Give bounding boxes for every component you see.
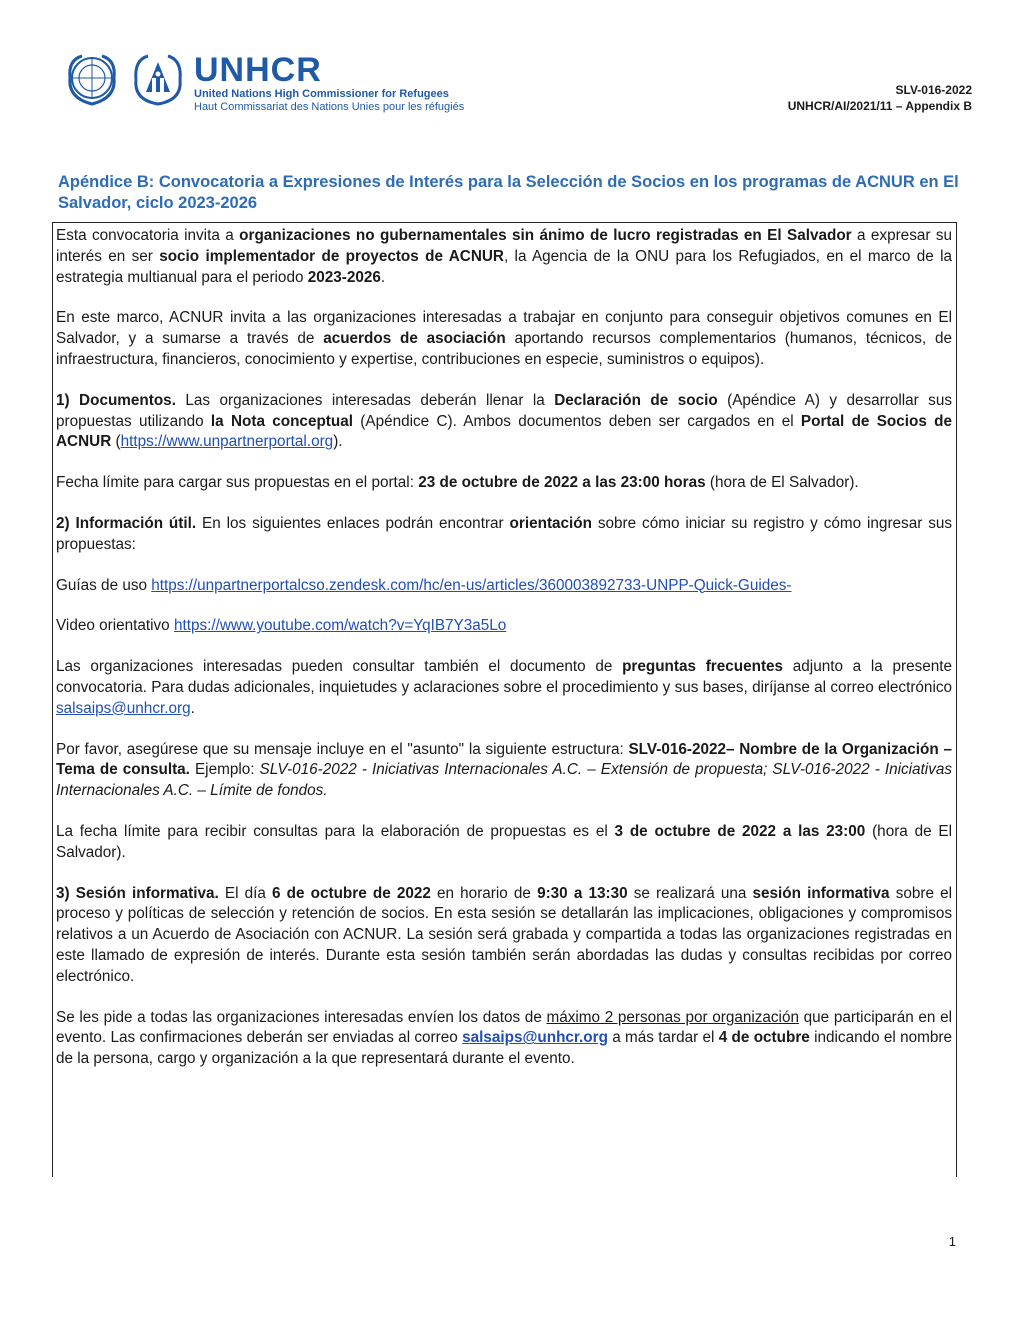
un-emblem-icon bbox=[62, 48, 122, 108]
deadline-paragraph bbox=[56, 473, 952, 494]
email-link-registration[interactable]: salsaips@unhcr.org bbox=[462, 1029, 608, 1047]
bold-text: sesión informativa bbox=[752, 884, 890, 902]
org-name-en: United Nations High Commissioner for Refugees bbox=[194, 88, 449, 100]
text: Las organizaciones interesadas pueden consultar también el documento de bbox=[56, 658, 623, 676]
text: La fecha límite para recibir consultas para la elaboración de propuestas es el bbox=[56, 822, 615, 840]
text: en horario de bbox=[430, 884, 538, 902]
bold-text: preguntas frecuentes bbox=[622, 658, 784, 676]
faq-paragraph bbox=[56, 657, 952, 719]
useful-info-paragraph bbox=[56, 514, 952, 556]
session-paragraph bbox=[56, 884, 952, 988]
guides-link[interactable]: https://unpartnerportalcso.zendesk.com/hc/en-us/articles/360003892733-UNPP-Quick-Guides- bbox=[151, 576, 792, 594]
text: Fecha límite para cargar sus propuestas en el portal: bbox=[56, 474, 419, 492]
bold-text: 9:30 a 13:30 bbox=[537, 884, 628, 902]
text: sobre el proceso y políticas de selección y retención de socios. En esta sesión se detallarán las implicaciones, obligaciones y compromisos relativos a un Acuerdo de Asociación con ACNUR. La sesión será grabada y compartida a todas las organizaciones registradas en este llamado de expresión de interés. Durante esta sesión también serán abordadas las dudas y consultas recibidas por correo electrónico. bbox=[56, 884, 953, 985]
text: aportando recursos complementarios (humanos, técnicos, de infraestructura, financieros, conocimiento y expertise, contribuciones en especie, suministros o equipos). bbox=[56, 330, 952, 368]
page-title: Apéndice B: Convocatoria a Expresiones de Interés para la Selección de Socios en los programas de ACNUR en El Salvador, ciclo 2023-2026 bbox=[58, 173, 959, 212]
text: . bbox=[380, 268, 386, 286]
text: a más tardar el bbox=[607, 1029, 719, 1047]
text: En los siguientes enlaces podrán encontrar bbox=[196, 514, 510, 532]
text: (Apéndice A) y desarrollar sus propuestas utilizando bbox=[56, 391, 952, 430]
text: Las organizaciones interesadas deberán llenar la bbox=[175, 391, 555, 409]
text: sobre cómo iniciar su registro y cómo ingresar sus propuestas: bbox=[56, 514, 952, 553]
bold-text: 3 de octubre de 2022 a las 23:00 bbox=[614, 822, 866, 840]
bold-text: organizaciones no gubernamentales sin ánimo de lucro registradas en El Salvador bbox=[239, 227, 852, 244]
text: , la Agencia de la ONU para los Refugiados, en el marco de la estrategia multianual para el periodo bbox=[56, 247, 953, 286]
page-number: 1 bbox=[948, 1234, 956, 1249]
intro-paragraph bbox=[56, 226, 952, 288]
text: Se les pide a todas las organizaciones interesadas envíen los datos de bbox=[56, 1008, 547, 1026]
org-name-fr: Haut Commissariat des Nations Unies pour les réfugiés bbox=[194, 101, 465, 113]
framework-paragraph bbox=[56, 308, 952, 370]
bold-text: SLV-016-2022– Nombre de la Organización – Tema de consulta. bbox=[56, 740, 952, 779]
bold-text: 2023-2026 bbox=[307, 268, 381, 286]
text: ( bbox=[111, 433, 121, 451]
video-link[interactable]: https://www.youtube.com/watch?v=YqIB7Y3a5Lo bbox=[173, 617, 507, 635]
bold-text: 6 de octubre de 2022 bbox=[272, 884, 431, 902]
text: a expresar su interés en ser bbox=[56, 227, 952, 265]
logo-group bbox=[62, 48, 188, 108]
unhcr-family-icon bbox=[128, 48, 188, 108]
subject-paragraph bbox=[56, 740, 952, 802]
text: ). bbox=[333, 433, 343, 451]
bold-text: la Nota conceptual bbox=[210, 412, 353, 430]
brand-block bbox=[194, 52, 464, 114]
text: En este marco, ACNUR invita a las organizaciones interesadas a trabajar en conjunto para conseguir objetivos comunes en El Salvador, y a sumarse a través de bbox=[56, 309, 952, 348]
document-reference bbox=[788, 82, 972, 114]
bold-text: Portal de Socios de ACNUR bbox=[56, 412, 953, 451]
text: indicando el nombre de la persona, cargo y organización a la que representará durante el evento. bbox=[56, 1029, 952, 1068]
video-paragraph bbox=[56, 616, 952, 637]
text: que participarán en el evento. Las confirmaciones deberán ser enviadas al correo bbox=[56, 1008, 952, 1047]
guides-paragraph bbox=[56, 576, 952, 597]
text: Video orientativo bbox=[56, 617, 174, 635]
documents-paragraph bbox=[56, 391, 952, 453]
registration-paragraph bbox=[56, 1008, 952, 1070]
bold-text: socio implementador de proyectos de ACNUR bbox=[159, 247, 504, 265]
text: se realizará una bbox=[627, 884, 753, 902]
partner-portal-link[interactable]: https://www.unpartnerportal.org bbox=[120, 433, 334, 451]
bold-text: 23 de octubre de 2022 a las 23:00 horas bbox=[418, 474, 706, 492]
section-heading: 3) Sesión informativa. bbox=[56, 884, 219, 902]
text: Guías de uso bbox=[56, 576, 152, 594]
section-heading: 1) Documentos. bbox=[56, 391, 176, 409]
bold-text: 4 de octubre bbox=[718, 1029, 810, 1047]
text: Ejemplo: bbox=[189, 761, 260, 779]
document-body bbox=[56, 226, 952, 1090]
bold-text: acuerdos de asociación bbox=[323, 330, 506, 348]
text: Por favor, asegúrese que su mensaje incluye en el "asunto" la siguiente estructura: bbox=[56, 740, 629, 758]
bold-text: orientación bbox=[509, 514, 592, 532]
email-link[interactable]: salsaips@unhcr.org bbox=[56, 699, 191, 717]
underlined-text: máximo 2 personas por organización bbox=[546, 1008, 799, 1026]
org-acronym: UNHCR bbox=[194, 51, 322, 89]
text: (Apéndice C). Ambos documentos deben ser cargados en el bbox=[353, 412, 801, 430]
doc-ref: UNHCR/AI/2021/11 – Appendix B bbox=[787, 99, 972, 113]
text: (hora de El Salvador). bbox=[56, 822, 952, 861]
text: (hora de El Salvador). bbox=[705, 474, 859, 492]
bold-text: Declaración de socio bbox=[554, 391, 718, 409]
letterhead bbox=[62, 48, 972, 128]
consult-deadline-paragraph bbox=[56, 822, 952, 864]
text: Esta convocatoria invita a bbox=[56, 227, 240, 244]
text: . bbox=[190, 699, 195, 717]
section-heading: 2) Información útil. bbox=[56, 514, 197, 532]
text: adjunto a la presente convocatoria. Para dudas adicionales, inquietudes y aclaraciones sobre el procedimiento y sus bases, diríjanse al correo electrónico bbox=[56, 658, 952, 696]
doc-code: SLV-016-2022 bbox=[895, 83, 972, 97]
text: El día bbox=[218, 884, 273, 902]
italic-text: SLV-016-2022 - Iniciativas Internacionales A.C. – Extensión de propuesta; SLV-016-2022 - Iniciativas Internacionales A.C. – Límite de fondos. bbox=[56, 761, 952, 800]
